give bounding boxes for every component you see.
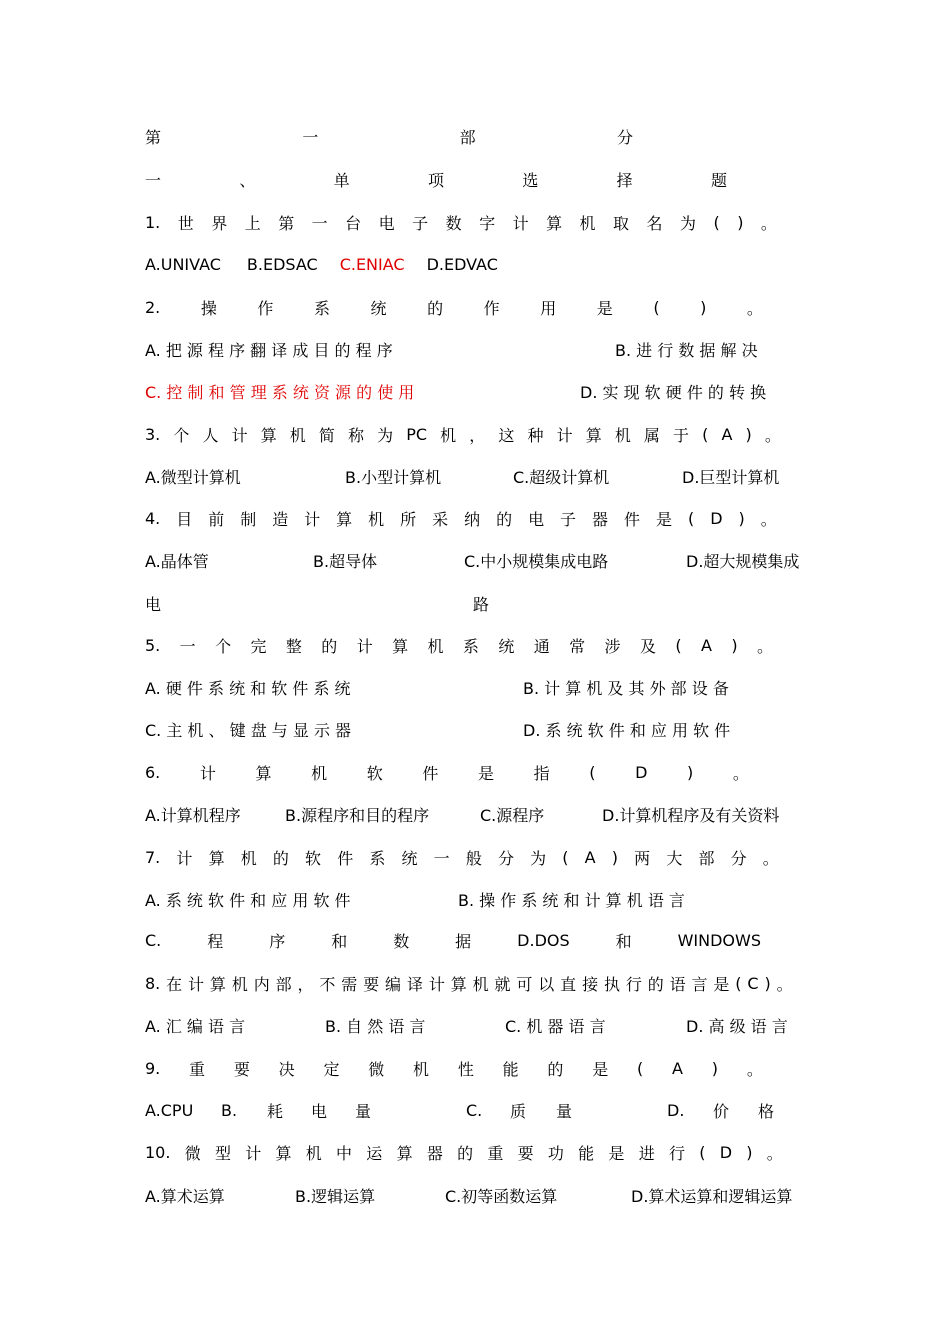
text-token: 计 [556,425,573,445]
text-token: 机 [440,425,457,445]
text-token: 称 [348,425,365,445]
text-token: 器 [426,1143,443,1163]
text-token: 统 [370,298,387,318]
text-token: 。 [776,974,793,994]
question-4-options-wrap [145,591,805,615]
text-token: ) [746,1142,753,1162]
text-token: 分 [497,848,514,868]
option-c: C. 控 制 和 管 理 系 统 资 源 的 使 用 [145,382,415,402]
question-3 [145,422,781,446]
question-1 [145,210,777,234]
text-token: 纳 [464,509,481,529]
text-token: 取 [613,213,630,233]
text-token: 部 [698,848,715,868]
text-token: 这 [498,425,515,445]
question-8-options [145,1013,805,1037]
text-token: 性 [457,1059,474,1079]
text-token: 算 [396,1143,413,1163]
text-token: 计 [304,509,321,529]
text-token: 目 [176,509,193,529]
text-token: 6. [145,762,161,782]
text-token: 一 [433,848,450,868]
text-token: 一 [311,213,328,233]
subtitle-char: 选 [522,170,539,190]
question-10-options [145,1183,805,1207]
text-token: ) [745,424,752,444]
text-token: 系 [313,298,330,318]
option-c: C. [466,1100,483,1120]
option-d: D. 系 统 软 件 和 应 用 软 件 [523,720,731,740]
text-token: 机 [427,636,444,656]
text-token: A [700,635,712,655]
text-token: 件 [337,848,354,868]
text-token: 机 [614,425,631,445]
text-token: A [584,847,596,867]
option-d: D.计算机程序及有关资料 [602,805,780,825]
wrap-char: 路 [473,594,490,614]
text-token: 执 [603,974,620,994]
text-token: 。 [766,1143,783,1163]
text-token: 能 [578,1143,595,1163]
option-d: D. [667,1100,685,1120]
title-char: 一 [302,127,319,147]
wrap-char: 电 [145,594,162,614]
option-b: B.小型计算机 [345,467,442,487]
text-token: 需 [341,974,358,994]
text-token: 两 [634,848,651,868]
option-b: B.超导体 [313,551,378,571]
subtitle-char: 择 [616,170,633,190]
text-token: D [635,762,648,782]
option-b-char: 电 [311,1101,328,1121]
text-token: 为 [530,848,547,868]
text-token: 系 [369,848,386,868]
text-token: 5. [145,635,161,655]
text-token: D [710,508,723,528]
text-token: 软 [366,763,383,783]
text-token: 采 [432,509,449,529]
text-token: 机 [289,425,306,445]
text-token: PC [406,424,428,444]
text-token: 字 [479,213,496,233]
text-token: 程 [207,931,224,951]
text-token: 是 [596,298,613,318]
text-token: 名 [646,213,663,233]
text-token: 以 [538,974,555,994]
option-d-char: 格 [758,1101,775,1121]
text-token: ( [735,973,742,993]
title-char: 第 [145,127,162,147]
text-token: 计 [512,213,529,233]
text-token: ( [713,212,720,232]
text-token: 不 [319,974,336,994]
text-token: ( [702,424,709,444]
text-token: 机 [368,509,385,529]
text-token: 要 [363,974,380,994]
text-token: 就 [494,974,511,994]
text-token: ， [297,974,314,994]
text-token: 世 [177,213,194,233]
subtitle-char: 、 [239,170,256,190]
question-7-options-row1 [145,887,805,911]
text-token: 子 [412,213,429,233]
text-token: 台 [345,213,362,233]
option-b: B.源程序和目的程序 [285,805,430,825]
text-token: 的 [547,1059,564,1079]
question-8 [145,971,793,995]
text-token: 型 [214,1143,231,1163]
text-token: 的 [496,509,513,529]
text-token: 整 [285,636,302,656]
option-c: C.中小规模集成电路 [464,551,609,571]
text-token: 机 [231,974,248,994]
text-token: 功 [547,1143,564,1163]
text-token: 重 [487,1143,504,1163]
text-token: 算 [585,425,602,445]
text-token: 的 [321,636,338,656]
question-4 [145,506,777,530]
option-c: C. 主 机 、 键 盘 与 显 示 器 [145,720,352,740]
option-c: C.ENIAC [339,254,405,274]
text-token: 算 [546,213,563,233]
text-token: 部 [275,974,292,994]
question-10 [145,1140,783,1164]
text-token: 要 [233,1059,250,1079]
question-2 [145,295,763,319]
text-token: ) [711,1058,719,1078]
question-9-options [145,1098,805,1122]
text-token: 决 [278,1059,295,1079]
text-token: 的 [457,1143,474,1163]
text-token: 是 [713,974,730,994]
text-token: ( [687,508,695,528]
text-token: 4. [145,508,161,528]
text-token: 直 [560,974,577,994]
text-token: 进 [638,1143,655,1163]
option-c: C. 机 器 语 言 [505,1016,606,1036]
question-3-options [145,464,805,488]
text-token: 内 [253,974,270,994]
text-token: ( [699,1142,706,1162]
text-token: 个 [173,425,190,445]
question-5-options-row2 [145,717,805,741]
text-token: 为 [680,213,697,233]
text-token: 一 [179,636,196,656]
text-token: 涉 [604,636,621,656]
text-token: 统 [498,636,515,656]
text-token: 的 [427,298,444,318]
text-token: 制 [240,509,257,529]
option-b-char: 耗 [267,1101,284,1121]
option-a: A. 汇 编 语 言 [145,1016,246,1036]
text-token: C. [145,930,162,950]
text-token: 属 [643,425,660,445]
text-token: 算 [275,1143,292,1163]
text-token: 微 [184,1143,201,1163]
text-token: 10. [145,1142,171,1162]
text-token: 和 [331,931,348,951]
text-token: 机 [305,1143,322,1163]
option-a: A.计算机程序 [145,805,241,825]
text-token: 能 [502,1059,519,1079]
question-7 [145,845,779,869]
text-token: 。 [756,636,773,656]
option-b-char: 量 [355,1101,372,1121]
text-token: 个 [215,636,232,656]
text-token: 及 [639,636,656,656]
text-token: 的 [647,974,664,994]
text-token: 计 [428,974,445,994]
text-token: 微 [368,1059,385,1079]
text-token: ( [653,297,660,317]
option-a: A. 系 统 软 件 和 应 用 软 件 [145,890,351,910]
title-char: 部 [459,127,476,147]
text-token: 电 [528,509,545,529]
question-2-options-row1 [145,337,805,361]
text-token: 器 [592,509,609,529]
option-a: A. 硬 件 系 统 和 软 件 系 统 [145,678,351,698]
text-token: D [719,1142,733,1162]
text-token: 。 [760,509,777,529]
text-token: ( [675,635,682,655]
text-token: 在 [166,974,183,994]
text-token: A [721,424,733,444]
text-token: ( [562,847,569,867]
option-b: B.逻辑运算 [295,1186,376,1206]
text-token: ( [589,762,596,782]
text-token: 算 [392,636,409,656]
text-token: 指 [533,763,550,783]
text-token: ) [687,762,694,782]
option-d: D.EDVAC [426,254,498,274]
text-token: 简 [318,425,335,445]
text-token: 为 [377,425,394,445]
option-c-char: 量 [556,1101,573,1121]
option-b: B.EDSAC [246,254,318,274]
text-token: 的 [272,848,289,868]
option-a: A.晶体管 [145,551,209,571]
text-token: 2. [145,297,161,317]
text-token: 机 [472,974,489,994]
subtitle-char: 题 [710,170,727,190]
text-token: 用 [540,298,557,318]
option-b: B. 自 然 语 言 [325,1016,426,1036]
option-c-char: 质 [510,1101,527,1121]
text-token: 人 [202,425,219,445]
text-token: 译 [406,974,423,994]
text-token: 算 [450,974,467,994]
text-token: 行 [625,974,642,994]
text-token: 。 [732,763,749,783]
text-token: 第 [278,213,295,233]
subtitle-char: 项 [427,170,444,190]
text-token: 完 [250,636,267,656]
text-token: ) [731,635,738,655]
text-token: 系 [462,636,479,656]
option-c: C.超级计算机 [513,467,610,487]
text-token: 。 [762,848,779,868]
text-token: 。 [764,425,781,445]
text-token: 中 [336,1143,353,1163]
text-token: 软 [305,848,322,868]
text-token: 电 [378,213,395,233]
text-token: 。 [746,1059,763,1079]
text-token: 。 [760,213,777,233]
section-subtitle [145,167,727,191]
option-b: B. [221,1100,238,1120]
option-a: A.微型计算机 [145,467,241,487]
text-token: 计 [176,848,193,868]
text-token: 造 [272,509,289,529]
text-token: 编 [385,974,402,994]
option-b: B. 进 行 数 据 解 决 [615,340,758,360]
text-token: 常 [569,636,586,656]
text-token: 据 [455,931,472,951]
subtitle-char: 单 [333,170,350,190]
text-token: 计 [245,1143,262,1163]
text-token: 是 [592,1059,609,1079]
text-token: 数 [445,213,462,233]
text-token: 8. [145,973,161,993]
text-token: 计 [188,974,205,994]
option-d: D.算术运算和逻辑运算 [631,1186,793,1206]
question-6 [145,760,749,784]
option-d-char: 价 [713,1101,730,1121]
option-a: A. 把 源 程 序 翻 译 成 目 的 程 序 [145,340,393,360]
text-token: 9. [145,1058,161,1078]
text-token: ， [469,425,486,445]
text-token: 是 [478,763,495,783]
section-title [145,124,633,148]
text-token: 言 [691,974,708,994]
option-d: D.巨型计算机 [682,467,780,487]
text-token: 作 [257,298,274,318]
text-token: 所 [400,509,417,529]
option-d: D.超大规模集成 [686,551,800,571]
option-b: B. 计 算 机 及 其 外 部 设 备 [523,678,729,698]
question-5 [145,633,773,657]
text-token: 运 [366,1143,383,1163]
option-a: A.算术运算 [145,1186,225,1206]
text-token: 操 [200,298,217,318]
text-token: 要 [517,1143,534,1163]
text-token: 计 [199,763,216,783]
title-char: 分 [616,127,633,147]
option-a: A.UNIVAC [145,254,221,274]
text-token: 件 [422,763,439,783]
text-token: 可 [516,974,533,994]
option-c: C.初等函数运算 [445,1186,558,1206]
text-token: 行 [668,1143,685,1163]
text-token: A [672,1058,683,1078]
text-token: 界 [211,213,228,233]
text-token: 3. [145,424,161,444]
text-token: 算 [336,509,353,529]
text-token: ) [737,212,744,232]
text-token: 大 [666,848,683,868]
question-1-options [145,252,805,276]
text-token: ) [611,847,619,867]
text-token: 件 [624,509,641,529]
text-token: 。 [746,298,763,318]
text-token: 序 [269,931,286,951]
text-token: 语 [669,974,686,994]
text-token: 是 [656,509,673,529]
option-a: A.CPU [145,1100,194,1120]
text-token: 上 [244,213,261,233]
text-token: 计 [231,425,248,445]
text-token: 计 [356,636,373,656]
question-2-options-row2 [145,379,805,403]
text-token: 分 [730,848,747,868]
text-token: 是 [608,1143,625,1163]
option-d: D. 高 级 语 言 [686,1016,788,1036]
text-token: WINDOWS [677,930,761,950]
text-token: 于 [673,425,690,445]
text-token: ) [764,973,771,993]
text-token: 机 [579,213,596,233]
question-4-options [145,548,805,572]
option-d: D. 实 现 软 硬 件 的 转 换 [580,382,767,402]
text-token: 1. [145,212,161,232]
question-5-options-row1 [145,675,805,699]
text-token: 数 [393,931,410,951]
text-token: 子 [560,509,577,529]
text-token: ( [637,1058,644,1078]
text-token: 接 [582,974,599,994]
text-token: ) [738,508,745,528]
text-token: 作 [483,298,500,318]
question-6-options [145,802,805,826]
subtitle-char: 一 [145,170,162,190]
text-token: ) [700,297,707,317]
text-token: 重 [189,1059,206,1079]
text-token: 前 [208,509,225,529]
text-token: D.DOS [517,930,570,950]
text-token: 和 [615,931,632,951]
text-token: 定 [323,1059,340,1079]
text-token: 统 [401,848,418,868]
text-token: 机 [311,763,328,783]
text-token: 通 [533,636,550,656]
text-token: 机 [240,848,257,868]
text-token: 7. [145,847,161,867]
text-token: 机 [413,1059,430,1079]
question-7-options-row2 [145,928,761,952]
text-token: 算 [208,848,225,868]
text-token: 算 [209,974,226,994]
text-token: 般 [465,848,482,868]
question-9 [145,1056,763,1080]
text-token: 算 [255,763,272,783]
option-c: C.源程序 [480,805,545,825]
text-token: 种 [527,425,544,445]
text-token: C [747,973,759,993]
text-token: 算 [260,425,277,445]
option-b: B. 操 作 系 统 和 计 算 机 语 言 [458,890,685,910]
